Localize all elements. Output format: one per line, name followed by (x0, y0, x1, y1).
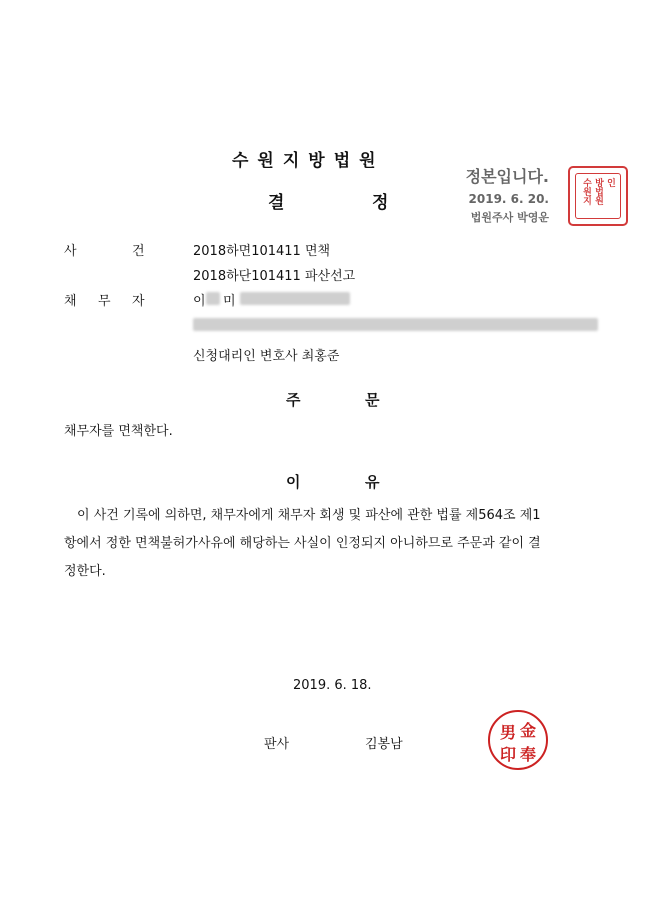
decision-title-char-1: 결 (268, 193, 285, 213)
court-seal-stamp: 수원지 방법원 인 (568, 166, 628, 226)
decision-date: 2019. 6. 18. (293, 678, 372, 693)
certification-text: 정본입니다. (465, 167, 549, 186)
order-heading-char-2: 문 (365, 391, 380, 409)
reason-line-1: 이 사건 기록에 의하면, 채무자에게 채무자 회생 및 파산에 관한 법률 제564조 제1 (77, 508, 541, 523)
certification-clerk: 법원주사 박영운 (470, 211, 549, 224)
reason-heading-char-1: 이 (286, 473, 301, 491)
debtor-label-char-3: 자 (132, 294, 145, 309)
redacted-address-block (193, 318, 598, 331)
case-number-1: 2018하면101411 면책 (193, 244, 331, 259)
judge-name: 김봉남 (365, 737, 403, 752)
order-text: 채무자를 면책한다. (64, 424, 173, 439)
decision-title-char-2: 정 (372, 193, 389, 213)
reason-heading-char-2: 유 (365, 473, 380, 491)
case-number-2: 2018하단101411 파산선고 (193, 269, 356, 284)
debtor-label-char-2: 무 (98, 294, 111, 309)
judge-seal-stamp: 金 奉 男 印 (488, 710, 548, 770)
debtor-name-prefix: 이 (193, 294, 206, 309)
case-label-char-1: 사 (64, 244, 77, 259)
order-heading-char-1: 주 (286, 391, 301, 409)
court-name: 수원지방법원 (232, 151, 385, 171)
redacted-id-block (240, 292, 350, 305)
redacted-name-block (206, 292, 220, 305)
debtor-label-char-1: 채 (64, 294, 77, 309)
judge-title: 판사 (264, 737, 290, 752)
case-label-char-2: 건 (132, 244, 145, 259)
reason-line-3: 정한다. (64, 564, 106, 579)
debtor-name-suffix: 미 (223, 294, 236, 309)
certification-date: 2019. 6. 20. (468, 192, 549, 206)
reason-line-2: 항에서 정한 면책불허가사유에 해당하는 사실이 인정되지 아니하므로 주문과 같이 결 (64, 536, 541, 551)
debtor-agent: 신청대리인 변호사 최홍준 (193, 349, 340, 364)
